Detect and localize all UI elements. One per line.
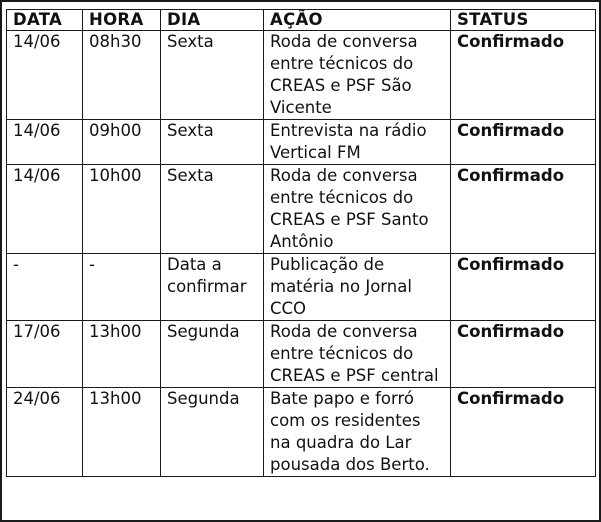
header-time: HORA xyxy=(83,10,161,31)
cell-time: - xyxy=(83,254,161,321)
table-row xyxy=(7,165,596,254)
cell-day: Segunda xyxy=(161,321,264,388)
cell-date: 24/06 xyxy=(7,388,83,477)
cell-time: 08h30 xyxy=(83,31,161,120)
cell-day: Sexta xyxy=(161,31,264,120)
cell-status: Confirmado xyxy=(451,120,596,165)
cell-date: 14/06 xyxy=(7,120,83,165)
header-row xyxy=(7,10,596,31)
cell-action: Roda de conversa entre técnicos do CREAS e PSF São Vicente xyxy=(264,31,451,120)
table-row xyxy=(7,120,596,165)
header-day: DIA xyxy=(161,10,264,31)
cell-time: 10h00 xyxy=(83,165,161,254)
table-row xyxy=(7,321,596,388)
schedule-table xyxy=(6,9,596,477)
table-row xyxy=(7,388,596,477)
cell-day: Sexta xyxy=(161,120,264,165)
cell-action: Bate papo e forró com os residentes na quadra do Lar pousada dos Berto. xyxy=(264,388,451,477)
header-date: DATA xyxy=(7,10,83,31)
table-row xyxy=(7,254,596,321)
cell-day: Segunda xyxy=(161,388,264,477)
cell-action: Publicação de matéria no Jornal CCO xyxy=(264,254,451,321)
header-action: AÇÃO xyxy=(264,10,451,31)
cell-time: 13h00 xyxy=(83,321,161,388)
cell-status: Confirmado xyxy=(451,165,596,254)
table-row xyxy=(7,31,596,120)
cell-status: Confirmado xyxy=(451,321,596,388)
cell-date: 14/06 xyxy=(7,165,83,254)
cell-status: Confirmado xyxy=(451,254,596,321)
cell-date: 14/06 xyxy=(7,31,83,120)
cell-time: 09h00 xyxy=(83,120,161,165)
header-status: STATUS xyxy=(451,10,596,31)
cell-action: Roda de conversa entre técnicos do CREAS e PSF Santo Antônio xyxy=(264,165,451,254)
cell-time: 13h00 xyxy=(83,388,161,477)
cell-day: Data a confirmar xyxy=(161,254,264,321)
cell-status: Confirmado xyxy=(451,31,596,120)
cell-date: - xyxy=(7,254,83,321)
cell-action: Roda de conversa entre técnicos do CREAS e PSF central xyxy=(264,321,451,388)
cell-action: Entrevista na rádio Vertical FM xyxy=(264,120,451,165)
cell-date: 17/06 xyxy=(7,321,83,388)
cell-day: Sexta xyxy=(161,165,264,254)
cell-status: Confirmado xyxy=(451,388,596,477)
